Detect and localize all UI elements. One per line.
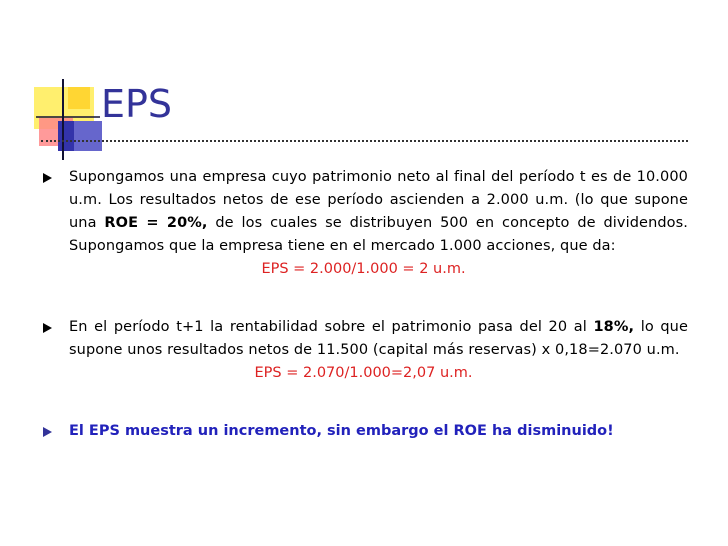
square-bullet-icon: [43, 173, 52, 183]
list-item: [41, 166, 688, 281]
title-underline-divider: [41, 140, 688, 142]
eps-equation: EPS = 2.070/1.000=2,07 u.m.: [254, 365, 473, 381]
blue-square-dark: [58, 121, 74, 151]
yellow-square-inner: [68, 87, 90, 109]
bold-roe: ROE = 20%,: [104, 215, 208, 231]
slide-title: EPS: [101, 82, 173, 126]
bullet-text: En el período t+1 la rentabilidad sobre el patrimonio pasa del 20 al 18%, lo que supone unos resultados netos de 11.500 (capital más reservas) x 0,18=2.070 u.m.: [69, 319, 688, 358]
bullet-text: Supongamos una empresa cuyo patrimonio neto al final del período t es de 10.000 u.m. Los resultados netos de ese período ascienden a 2.000 u.m. (lo que supone una ROE = 20%, de los cuales se distribuyen 500 en concepto de dividendos. Supongamos que la empresa tiene en el mercado 1.000 acciones, que da:: [69, 169, 688, 254]
slide-content: [41, 166, 688, 443]
bold-rate: 18%,: [593, 319, 635, 335]
list-item: [41, 316, 688, 385]
list-item: [41, 420, 688, 443]
eps-equation: EPS = 2.000/1.000 = 2 u.m.: [261, 261, 466, 277]
square-bullet-icon: [43, 323, 52, 333]
square-bullet-icon: [43, 427, 52, 437]
conclusion-text: El EPS muestra un incremento, sin embargo el ROE ha disminuido!: [69, 423, 614, 439]
